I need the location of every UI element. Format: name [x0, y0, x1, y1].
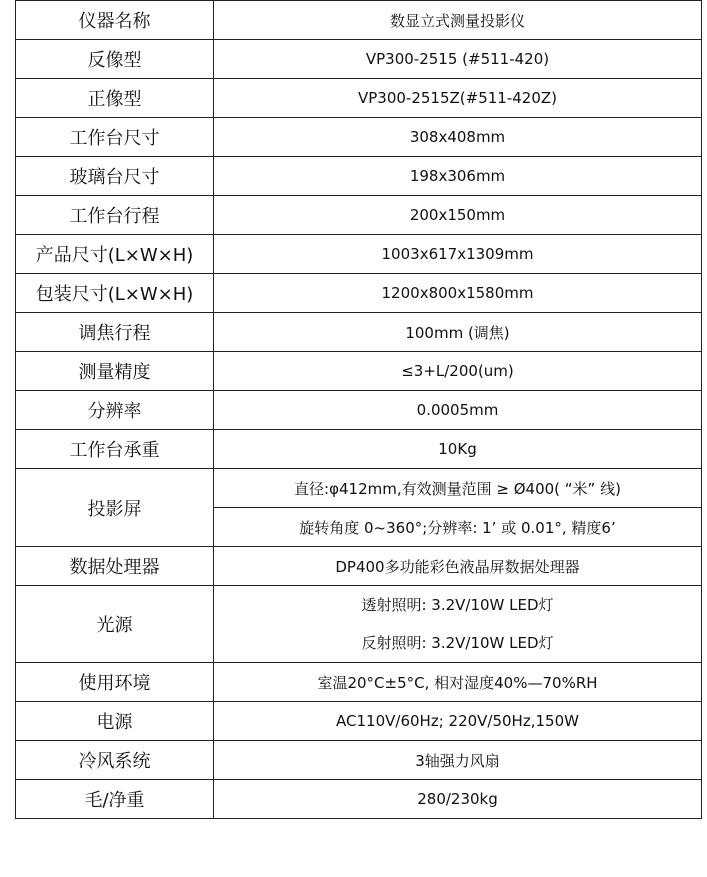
row-label: 分辨率 [16, 391, 214, 430]
row-value-line2: 反射照明: 3.2V/10W LED灯 [361, 634, 554, 652]
table-row [16, 391, 702, 430]
row-label: 包装尺寸(L×W×H) [16, 274, 214, 313]
row-value: 198x306mm [214, 157, 702, 196]
table-row [16, 1, 702, 40]
table-row [16, 741, 702, 780]
spec-table [15, 0, 702, 819]
table-row [16, 469, 702, 508]
row-label: 电源 [16, 702, 214, 741]
row-value: 0.0005mm [214, 391, 702, 430]
row-value: 3轴强力风扇 [214, 741, 702, 780]
table-row [16, 40, 702, 79]
row-label: 使用环境 [16, 663, 214, 702]
row-value: 100mm (调焦) [214, 313, 702, 352]
table-row [16, 235, 702, 274]
table-row [16, 547, 702, 586]
table-row [16, 780, 702, 819]
table-row [16, 702, 702, 741]
row-label: 反像型 [16, 40, 214, 79]
row-value-line1: 直径:φ412mm,有效测量范围 ≥ Ø400( “米” 线) [214, 469, 702, 508]
table-row [16, 430, 702, 469]
row-label: 产品尺寸(L×W×H) [16, 235, 214, 274]
row-value: 200x150mm [214, 196, 702, 235]
row-value: DP400多功能彩色液晶屏数据处理器 [214, 547, 702, 586]
table-row [16, 196, 702, 235]
row-label: 调焦行程 [16, 313, 214, 352]
row-label: 毛/净重 [16, 780, 214, 819]
row-value: 室温20°C±5°C, 相对湿度40%—70%RH [214, 663, 702, 702]
table-row [16, 586, 702, 663]
row-value: AC110V/60Hz; 220V/50Hz,150W [214, 702, 702, 741]
row-value: VP300-2515Z(#511-420Z) [214, 79, 702, 118]
row-value: 1200x800x1580mm [214, 274, 702, 313]
row-label: 测量精度 [16, 352, 214, 391]
row-label: 光源 [16, 586, 214, 663]
row-value: 数显立式测量投影仪 [214, 1, 702, 40]
row-label: 工作台行程 [16, 196, 214, 235]
row-value: ≤3+L/200(um) [214, 352, 702, 391]
row-label: 正像型 [16, 79, 214, 118]
row-label: 数据处理器 [16, 547, 214, 586]
row-value [214, 586, 702, 663]
table-row [16, 118, 702, 157]
table-row [16, 313, 702, 352]
row-value-line2: 旋转角度 0~360°;分辨率: 1’ 或 0.01°, 精度6’ [214, 508, 702, 547]
row-label: 冷风系统 [16, 741, 214, 780]
row-value: VP300-2515 (#511-420) [214, 40, 702, 79]
row-label: 玻璃台尺寸 [16, 157, 214, 196]
row-value: 308x408mm [214, 118, 702, 157]
table-row [16, 352, 702, 391]
row-value: 10Kg [214, 430, 702, 469]
table-row [16, 79, 702, 118]
table-row [16, 274, 702, 313]
table-row [16, 157, 702, 196]
row-label: 投影屏 [16, 469, 214, 547]
table-row [16, 663, 702, 702]
row-value: 280/230kg [214, 780, 702, 819]
row-label: 仪器名称 [16, 1, 214, 40]
row-label: 工作台承重 [16, 430, 214, 469]
row-value-line1: 透射照明: 3.2V/10W LED灯 [361, 596, 554, 614]
row-label: 工作台尺寸 [16, 118, 214, 157]
row-value: 1003x617x1309mm [214, 235, 702, 274]
